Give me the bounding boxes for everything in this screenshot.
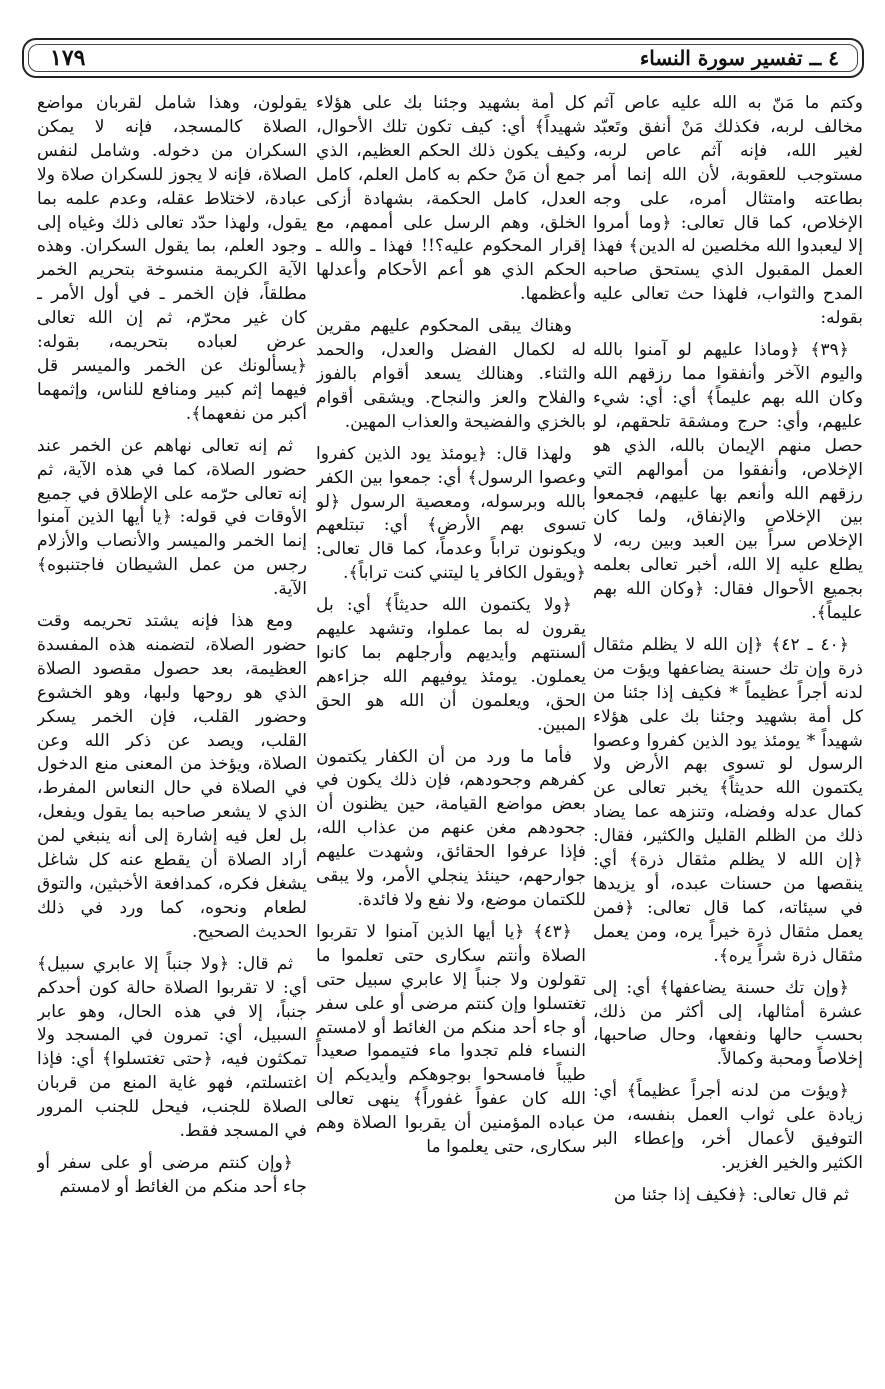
paragraph: ﴿ويؤت من لدنه أجراً عظيماً﴾ أي: زيادة على ثواب العمل بنفسه، من التوفيق لأعمال أخر، وإعطاء البر الكثير والخير الغزير. [593, 1081, 863, 1173]
paragraph: وكتم ما مَنّ به الله عليه عاص آثم مخالف لربه، فكذلك مَنْ أنفق وتَعبّد لغير الله، فإنه آثم عاص لربه، مستوجب للعقوبة، لأن الله إنما أمر بطاعته وامتثال أمره، على وجه الإخلاص، كما قال تعالى: ﴿وما أمروا إلا ليعبدوا الله مخلصين له الدين﴾ فهذا العمل المقبول الذي يستحق صاحبه المدح والثواب، فلهذا حث تعالى عليه بقوله: [593, 93, 863, 329]
column-middle [316, 92, 586, 1382]
paragraph: وهناك يبقى المحكوم عليهم مقرين له لكمال الفضل والعدل، والحمد والثناء. وهنالك يسعد أقوام بالفوز والفلاح والعز والنجاح. ويشقى أقوام بالخزي والفضيحة والعذاب المهين. [316, 316, 586, 432]
column-left [37, 92, 307, 1382]
paragraph: ﴿وإن تك حسنة يضاعفها﴾ أي: إلى عشرة أمثالها، إلى أكثر من ذلك، بحسب حالها ونفعها، وحال صاحبها، إخلاصاً ومحبة وكمالاً. [593, 977, 863, 1070]
paragraph: ﴿وإن كنتم مرضى أو على سفر أو جاء أحد منكم من الغائط أو لامستم [37, 1152, 307, 1197]
paragraph: ولهذا قال: ﴿يومئذ يود الذين كفروا وعصوا الرسول﴾ أي: جمعوا بين الكفر بالله وبرسوله، ومعصية الرسول ﴿لو تسوى بهم الأرض﴾ أي: تبتلعهم ويكونون تراباً وعدماً، كما قال تعالى: ﴿ويقول الكافر يا ليتني كنت تراباً﴾. [316, 443, 586, 584]
paragraph: كل أمة بشهيد وجئنا بك على هؤلاء شهيداً﴾ أي: كيف تكون تلك الأحوال، وكيف يكون ذلك الحكم العظيم، الذي جمع أن مَنْ حكم به كامل العلم، كامل العدل، كامل الحكمة، بشهادة أزكى الخلق، وهم الرسل على أممهم، مع إقرار المحكوم عليه؟!! فهذا ـ والله ـ الحكم الذي هو أعم الأحكام وأعدلها وأعظمها. [316, 93, 586, 305]
paragraph: فأما ما ورد من أن الكفار يكتمون كفرهم وجحودهم، فإن ذلك يكون في بعض مواضع القيامة، حين يظنون أن جحودهم مغن عنهم من عذاب الله، فإذا عرفوا الحقائق، وشهدت عليهم جوارحهم، حينئذ ينجلي الأمر، ولا يبقى للكتمان موضع، ولا نفع ولا فائدة. [316, 746, 586, 910]
paragraph: ومع هذا فإنه يشتد تحريمه وقت حضور الصلاة، لتضمنه هذه المفسدة العظيمة، بعد حصول مقصود الصلاة الذي هو روحها ولبها، وهو الخشوع وحضور القلب، فإن الخمر يسكر القلب، ويصد عن ذكر الله وعن الصلاة، ويؤخذ من المعنى منع الدخول في الصلاة في حال النعاس المفرط، الذي لا يشعر صاحبه بما يقول ويفعل، بل لعل فيه إشارة إلى أنه ينبغي لمن أراد الصلاة أن يقطع عنه كل شاغل يشغل فكره، كمدافعة الأخبثين، والتوق لطعام ونحوه، كما ورد في ذلك الحديث الصحيح. [37, 611, 307, 942]
column-right [593, 92, 863, 1382]
paragraph: ﴿٤٠ ـ ٤٢﴾ ﴿إن الله لا يظلم مثقال ذرة وإن تك حسنة يضاعفها ويؤت من لدنه أجراً عظيماً * فكيف إذا جئنا من كل أمة بشهيد وجئنا بك على هؤلاء شهيداً * يومئذ يود الذين كفروا وعصوا الرسول لو تسوى بهم الأرض ولا يكتمون الله حديثاً﴾ يخبر تعالى عن كمال عدله وفضله، وتنزهه عما يضاد ذلك من الظلم القليل والكثير، فقال: ﴿إن الله لا يظلم مثقال ذرة﴾ أي: ينقصها من حسنات عبده، أو يزيدها في سيئاته، كما قال تعالى: ﴿فمن يعمل مثقال ذرة خيراً يره، ومن يعمل مثقال ذرة شراً يره﴾. [593, 634, 863, 966]
page-number: ١٧٩ [50, 45, 86, 71]
paragraph: ﴿٣٩﴾ ﴿وماذا عليهم لو آمنوا بالله واليوم الآخر وأنفقوا مما رزقهم الله وكان الله بهم عليماً﴾ أي: أي: شيء عليهم، وأي: حرج ومشقة تلحقهم، لو حصل منهم الإيمان بالله، الذي هو الإخلاص، وأنفقوا من أموالهم التي رزقهم الله وأنعم بها عليهم، فجمعوا بين الإخلاص والإنفاق، ولما كان الإخلاص سراً بين العبد وبين ربه، لا يطلع عليه إلا الله، أخبر تعالى بعلمه بجميع الأحوال فقال: ﴿وكان الله بهم عليماً﴾. [593, 340, 863, 624]
running-head: ٤ ــ تفسير سورة النساء [639, 46, 839, 70]
paragraph: ثم قال تعالى: ﴿فكيف إذا جئنا من [613, 1184, 849, 1205]
paragraph: يقولون، وهذا شامل لقربان مواضع الصلاة كالمسجد، فإنه لا يمكن السكران من دخوله. وشامل لنفس الصلاة، فإنه لا يجوز للسكران صلاة ولا عبادة، لاختلاط عقله، وعدم علمه بما يقول، ولهذا حدّد تعالى ذلك وغياه إلى وجود العلم، بما يقول السكران. وهذه الآية الكريمة منسوخة بتحريم الخمر مطلقاً، فإن الخمر ـ في أول الأمر ـ كان غير محرّم، ثم إن الله تعالى عرض لعباده بتحريمه، بقوله: ﴿يسألونك عن الخمر والميسر قل فيهما إثم كبير ومنافع للناس، وإثمهما أكبر من نفعهما﴾. [37, 93, 307, 424]
paragraph: ﴿ولا يكتمون الله حديثاً﴾ أي: بل يقرون له بما عملوا، وتشهد عليهم ألسنتهم وأيديهم وأرجلهم بما كانوا يعملون. يومئذ يوفيهم الله جزاءهم الحق، ويعلمون أن الله هو الحق المبين. [316, 595, 586, 735]
paragraph: ثم إنه تعالى نهاهم عن الخمر عند حضور الصلاة، كما في هذه الآية، ثم إنه تعالى حرّمه على الإطلاق في جميع الأوقات في قوله: ﴿يا أيها الذين آمنوا إنما الخمر والميسر والأنصاب والأزلام رجس من عمل الشيطان فاجتنبوه﴾ الآية. [37, 435, 307, 600]
paragraph: ثم قال: ﴿ولا جنباً إلا عابري سبيل﴾ أي: لا تقربوا الصلاة حالة كون أحدكم جنباً، إلا في هذه الحال، وهو عابر السبيل، أي: تمرون في المسجد ولا تمكثون فيه، ﴿حتى تغتسلوا﴾ أي: فإذا اغتسلتم، فهو غاية المنع من قربان الصلاة للجنب، فيحل للجنب المرور في المسجد فقط. [37, 953, 307, 1142]
paragraph: ﴿٤٣﴾ ﴿يا أيها الذين آمنوا لا تقربوا الصلاة وأنتم سكارى حتى تعلموا ما تقولون ولا جنباً إلا عابري سبيل حتى تغتسلوا وإن كنتم مرضى أو على سفر أو جاء أحد منكم من الغائط أو لامستم النساء فلم تجدوا ماء فتيمموا صعيداً طيباً فامسحوا بوجوهكم وأيديكم إن الله كان عفواً غفوراً﴾ ينهى تعالى عباده المؤمنين أن يقربوا الصلاة وهم سكارى، حتى يعلموا ما [316, 921, 586, 1158]
